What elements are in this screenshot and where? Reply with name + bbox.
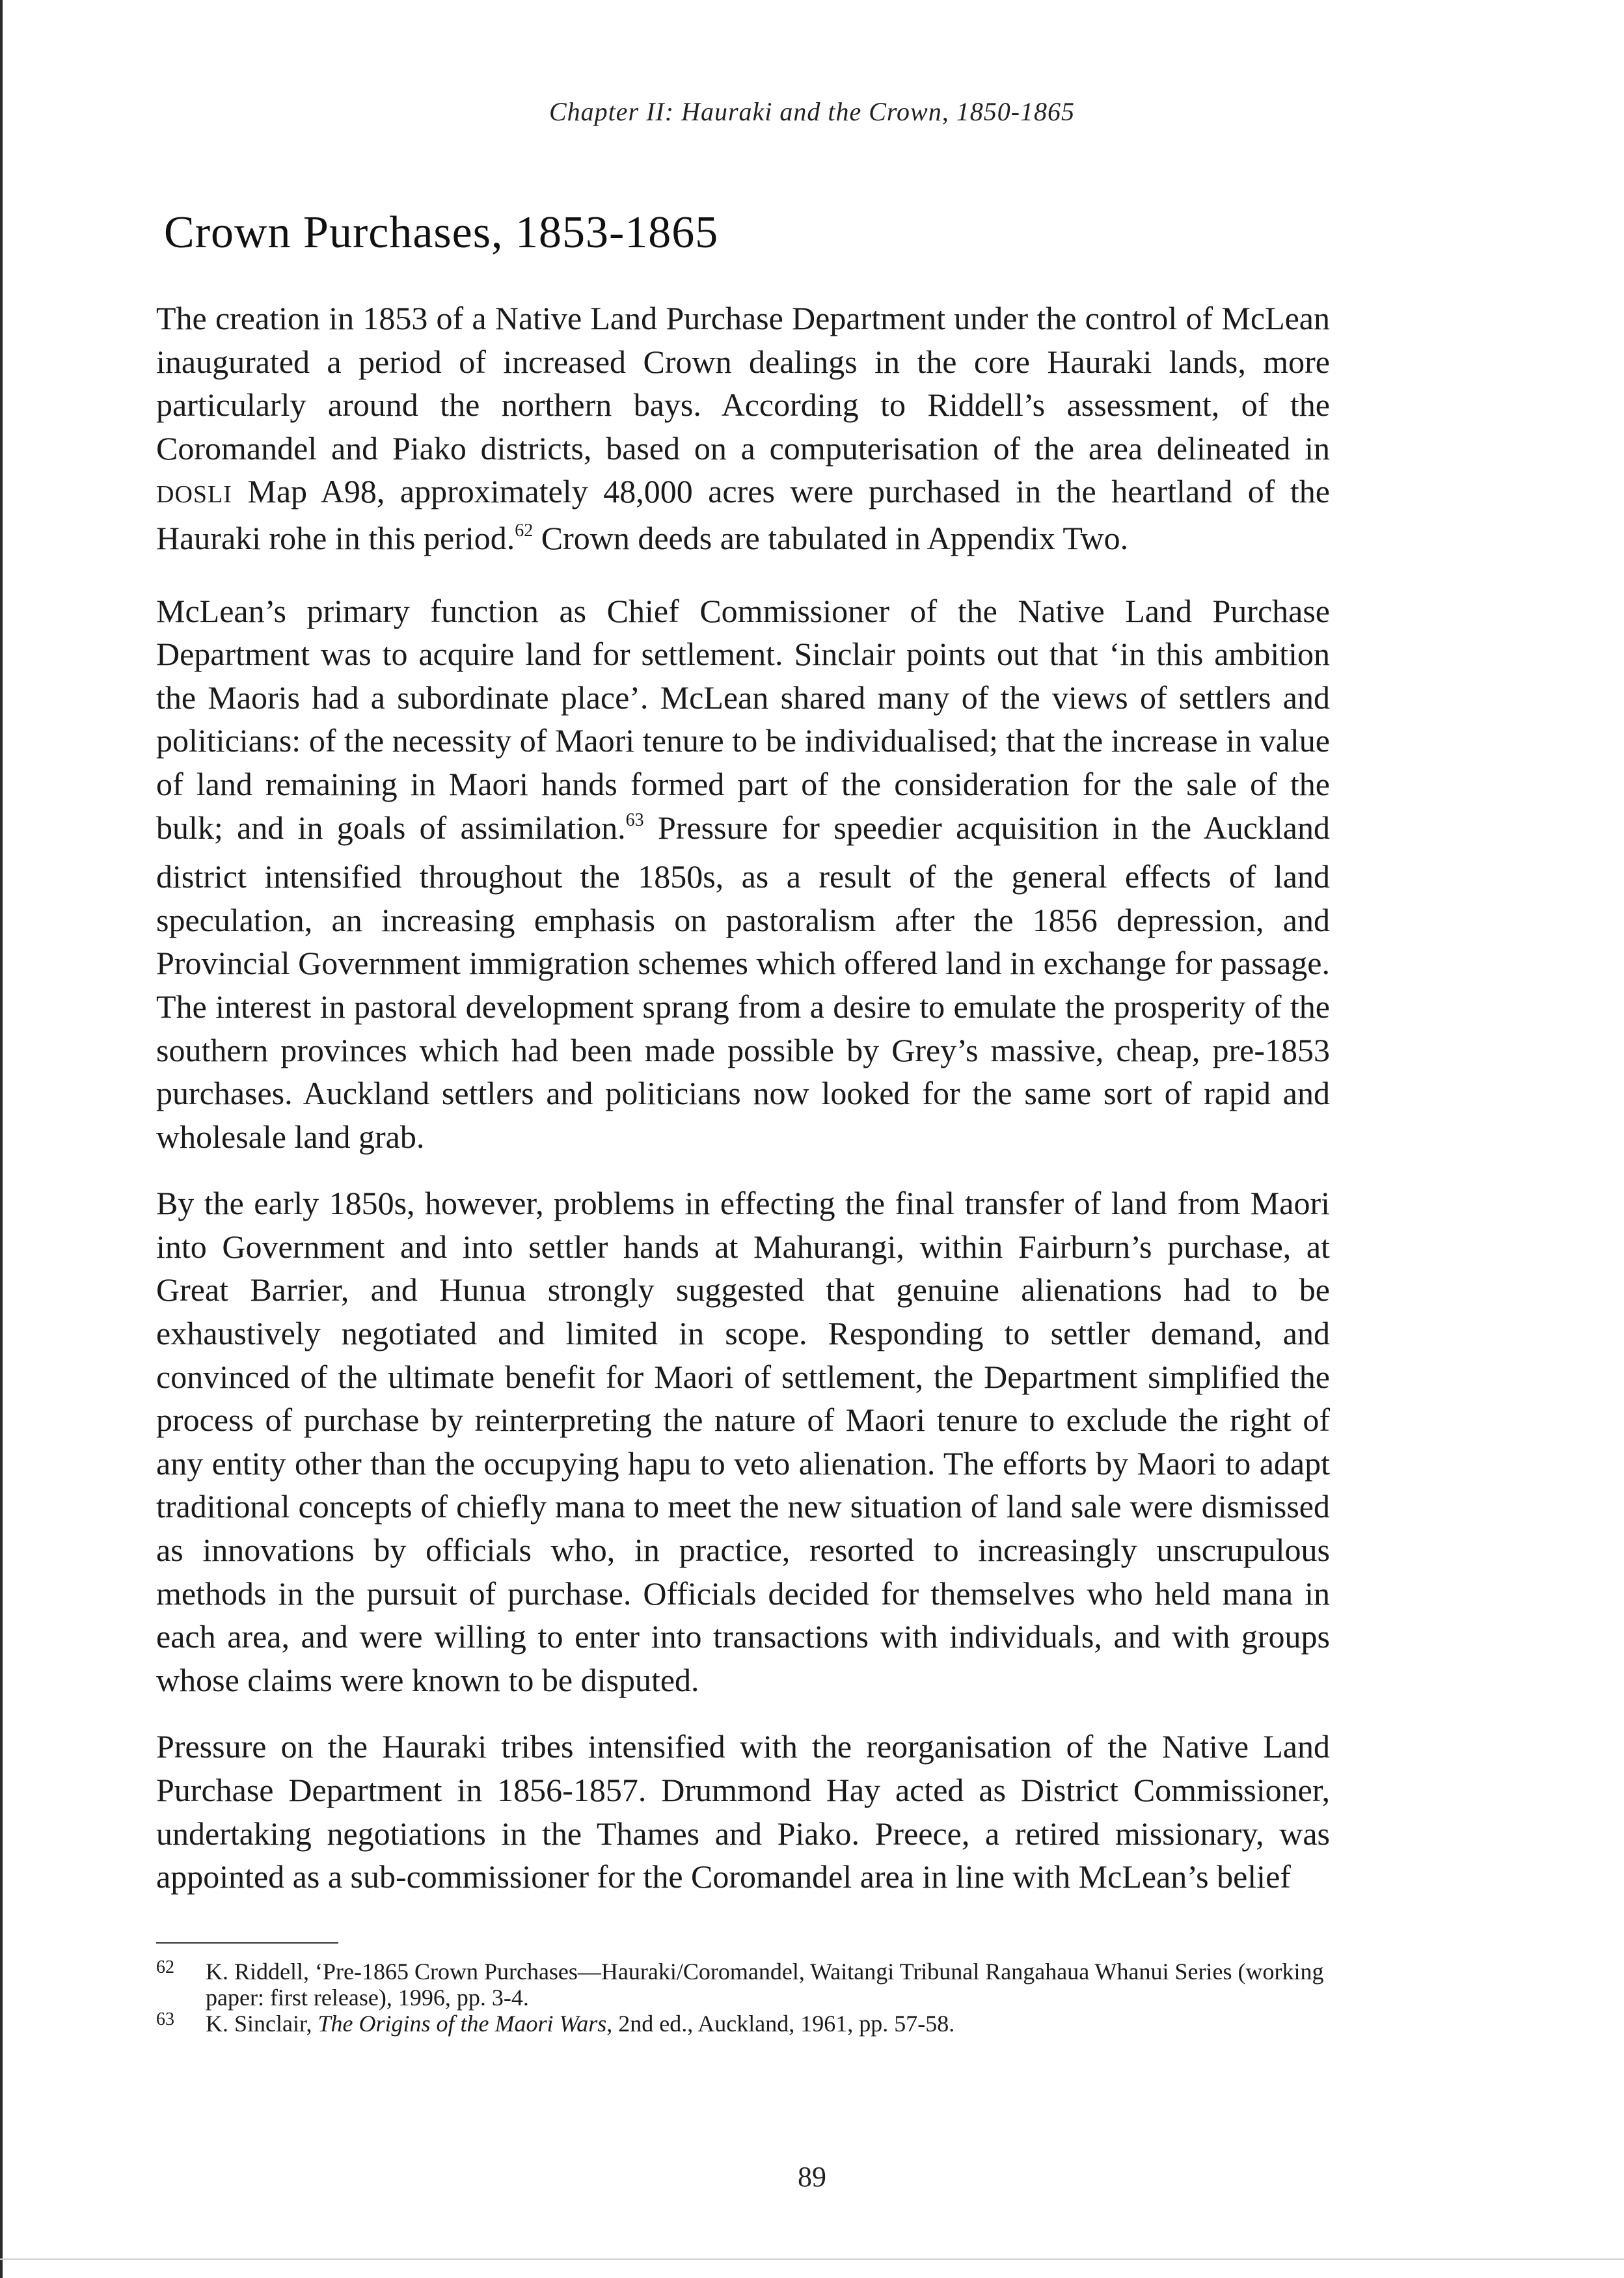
footnote-ref-62[interactable]: 62: [515, 520, 534, 541]
running-head: Chapter II: Hauraki and the Crown, 1850-1865: [548, 97, 1076, 126]
paragraph-4: Pressure on the Hauraki tribes intensified with the reorganisation of the Native Land Purchase Department in 1856-1857. Drummond Hay acted as District Commissioner, undertaking negotiations in the Thames and Piako. Preece, a retired missionary, was appointed as a sub-commissioner for the Coromandel area in line with McLean’s belief: [156, 1728, 1330, 1895]
footnote-divider: [156, 1942, 338, 1944]
footnote-ref-63[interactable]: 63: [625, 809, 644, 830]
paragraph-1-text-b: Map A98, approximately 48,000 acres were purchased in the heartland of the Hauraki rohe in this period.: [156, 473, 1330, 556]
page-number: 89: [798, 2161, 826, 2193]
paragraph-2: [156, 590, 1330, 1159]
body-text: [156, 297, 1330, 1922]
footnote-63: [156, 2011, 1330, 2037]
paragraph-1-text-c: Crown deeds are tabulated in Appendix Two.: [533, 519, 1129, 556]
page-edge-bottom: [0, 2258, 1624, 2260]
footnote-text-a: K. Sinclair,: [206, 2011, 318, 2037]
paragraph-1: [156, 297, 1330, 566]
page-edge-left: [0, 0, 3, 2278]
footnote-text: K. Riddell, ‘Pre-1865 Crown Purchases—Hauraki/Coromandel, Waitangi Tribunal Rangahaua Whanui Series (working paper: first release), 1996, pp. 3-4.: [206, 1959, 1324, 2011]
footnote-number: 62: [156, 1957, 174, 1977]
paragraph-2-text-a: McLean’s primary function as Chief Commissioner of the Native Land Purchase Department was to acquire land for settlement. Sinclair points out that ‘in this ambition the Maoris had a subordinate place’. McLean shared many of the views of settlers and politicians: of the necessity of Maori tenure to be individualised; that the increase in value of land remaining in Maori hands formed part of the consideration for the sale of the bulk; and in goals of assimilation.: [156, 592, 1330, 846]
footnotes: [156, 1959, 1330, 2037]
dosli-abbreviation: DOSLI: [156, 481, 232, 509]
paragraph-2-text-b: Pressure for speedier acquisition in the Auckland district intensified throughout the 1850s, as a result of the general effects of land speculation, an increasing emphasis on pastoralism after the 1856 depression, and Provincial Government immigration schemes which offered land in exchange for passage. The interest in pastoral development sprang from a desire to emulate the prosperity of the southern provinces which had been made possible by Grey’s massive, cheap, pre-1853 purchases. Auckland settlers and politicians now looked for the same sort of rapid and wholesale land grab.: [156, 809, 1330, 1155]
paragraph-1-text-a: The creation in 1853 of a Native Land Purchase Department under the control of McLean inaugurated a period of increased Crown dealings in the core Hauraki lands, more particularly around the northern bays. According to Riddell’s assessment, of the Coromandel and Piako districts, based on a computerisation of the area delineated in: [156, 300, 1330, 467]
paragraph-3: By the early 1850s, however, problems in effecting the final transfer of land from Maori into Government and into settler hands at Mahurangi, within Fairburn’s purchase, at Great Barrier, and Hunua strongly suggested that genuine alienations had to be exhaustively negotiated and limited in scope. Responding to settler demand, and convinced of the ultimate benefit for Maori of settlement, the Department simplified the process of purchase by reinterpreting the nature of Maori tenure to exclude the right of any entity other than the occupying hapu to veto alienation. The efforts by Maori to adapt traditional concepts of chiefly mana to meet the new situation of land sale were dismissed as innovations by officials who, in practice, resorted to increasingly unscrupulous methods in the pursuit of purchase. Officials decided for themselves who held mana in each area, and were willing to enter into transactions with individuals, and with groups whose claims were known to be disputed.: [156, 1185, 1330, 1698]
footnote-number: 63: [156, 2009, 174, 2029]
footnote-book-title: The Origins of the Maori Wars: [318, 2011, 607, 2037]
footnote-62: [156, 1959, 1330, 2011]
footnote-text-b: , 2nd ed., Auckland, 1961, pp. 57-58.: [606, 2011, 955, 2037]
section-title: Crown Purchases, 1853-1865: [164, 208, 719, 258]
